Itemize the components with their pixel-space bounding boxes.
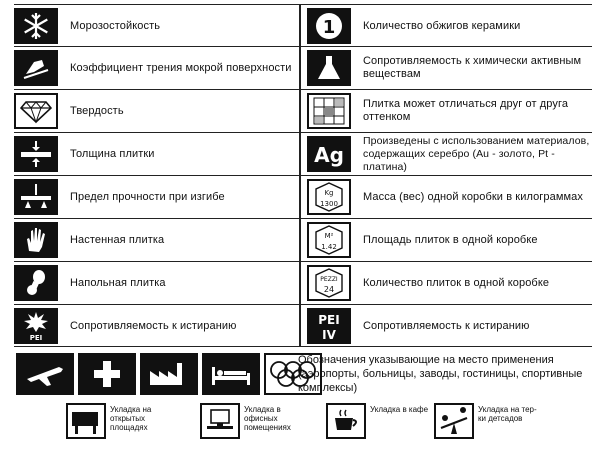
row-friction	[14, 48, 296, 88]
thickness-icon	[14, 136, 58, 172]
pei-iv-top: PEI	[318, 313, 340, 327]
box-weight-icon	[307, 179, 351, 215]
label: Плитка может отличаться друг от друга оттенком	[363, 98, 569, 123]
usage-label: Укладка на тер-ки детсадов	[478, 405, 537, 423]
box-area-unit: M²	[324, 232, 334, 240]
label: Предел прочности при изгибе	[70, 190, 225, 203]
row-chemical-resistance	[307, 48, 592, 88]
row-firing-count	[307, 6, 592, 46]
outdoor-icon	[66, 403, 106, 439]
label: Произведены с использованием материалов, содержащих серебро (Au - золото, Pt - платина)	[363, 134, 590, 173]
usage-label: Укладка на открытых площадях	[110, 405, 152, 432]
box-pieces-value: 24	[323, 285, 335, 294]
row-bending-strength	[14, 177, 296, 217]
pei-iv-bottom: IV	[322, 328, 336, 342]
usage-kindergarten	[434, 403, 544, 447]
cafe-icon	[326, 403, 366, 439]
label: Твердость	[70, 104, 124, 117]
row-abrasion-right	[307, 306, 592, 346]
firing-count-number: 1	[322, 17, 336, 38]
label: Коэффициент трения мокрой поверхности	[70, 61, 292, 74]
firing-count-icon	[307, 8, 351, 44]
label: Площадь плиток в одной коробке	[363, 233, 538, 246]
factory-icon	[140, 353, 198, 395]
silver-icon	[307, 136, 351, 172]
diamond-icon	[14, 93, 58, 129]
box-pieces-icon	[307, 265, 351, 301]
usage-label: Укладка в кафе	[370, 405, 429, 414]
footprint-icon	[14, 265, 58, 301]
row-shade-variation	[307, 91, 592, 131]
row-floor-tile	[14, 263, 296, 303]
label: Масса (вес) одной коробки в килограммах	[363, 190, 583, 203]
hospital-cross-icon	[78, 353, 136, 395]
label: Сопротивляемость к истиранию	[363, 319, 530, 332]
office-icon	[200, 403, 240, 439]
row-box-area	[307, 220, 592, 260]
row-silver-materials	[307, 134, 592, 174]
box-area-value: 1.42	[321, 243, 337, 251]
row-abrasion-left	[14, 306, 296, 346]
usage-office	[200, 403, 310, 447]
box-area-icon	[307, 222, 351, 258]
airplane-icon	[16, 353, 74, 395]
row-thickness	[14, 134, 296, 174]
usage-cafe	[326, 403, 436, 447]
pei-abrasion-icon	[14, 308, 58, 344]
row-hardness	[14, 91, 296, 131]
usage-outdoor	[66, 403, 176, 447]
label: Сопротивляемость к химически активным веществам	[363, 55, 582, 80]
silver-text: Ag	[314, 143, 344, 167]
box-weight-unit: Kg	[324, 189, 334, 197]
application-icons	[16, 353, 322, 395]
label: Морозостойкость	[70, 19, 161, 32]
label: Толщина плитки	[70, 147, 155, 160]
box-pieces-unit: PEZZI	[320, 276, 338, 283]
row-wall-tile	[14, 220, 296, 260]
pei-iv-icon	[307, 308, 351, 344]
label: Настенная плитка	[70, 233, 165, 246]
kindergarten-icon	[434, 403, 474, 439]
bending-strength-icon	[14, 179, 58, 215]
snowflake-icon	[14, 8, 58, 44]
label: Сопротивляемость к истиранию	[70, 319, 237, 332]
hotel-bed-icon	[202, 353, 260, 395]
hand-icon	[14, 222, 58, 258]
label: Напольная плитка	[70, 276, 166, 289]
row-box-weight	[307, 177, 592, 217]
row-box-pieces	[307, 263, 592, 303]
row-frost-resistance	[14, 6, 296, 46]
usage-label: Укладка в офисных помещениях	[244, 405, 291, 432]
slippery-foot-icon	[14, 50, 58, 86]
symbols-table	[14, 4, 592, 346]
label: Количество плиток в одной коробке	[363, 276, 550, 289]
pei-text: PEI	[29, 334, 43, 342]
shade-grid-icon	[307, 93, 351, 129]
flask-icon	[307, 50, 351, 86]
label: Количество обжигов керамики	[363, 19, 521, 32]
box-weight-value: 1300	[320, 200, 338, 208]
application-description: Обозначения указывающие на место применения (аэропорты, больницы, заводы, гостиницы, спортивные комплексы)	[298, 354, 583, 394]
